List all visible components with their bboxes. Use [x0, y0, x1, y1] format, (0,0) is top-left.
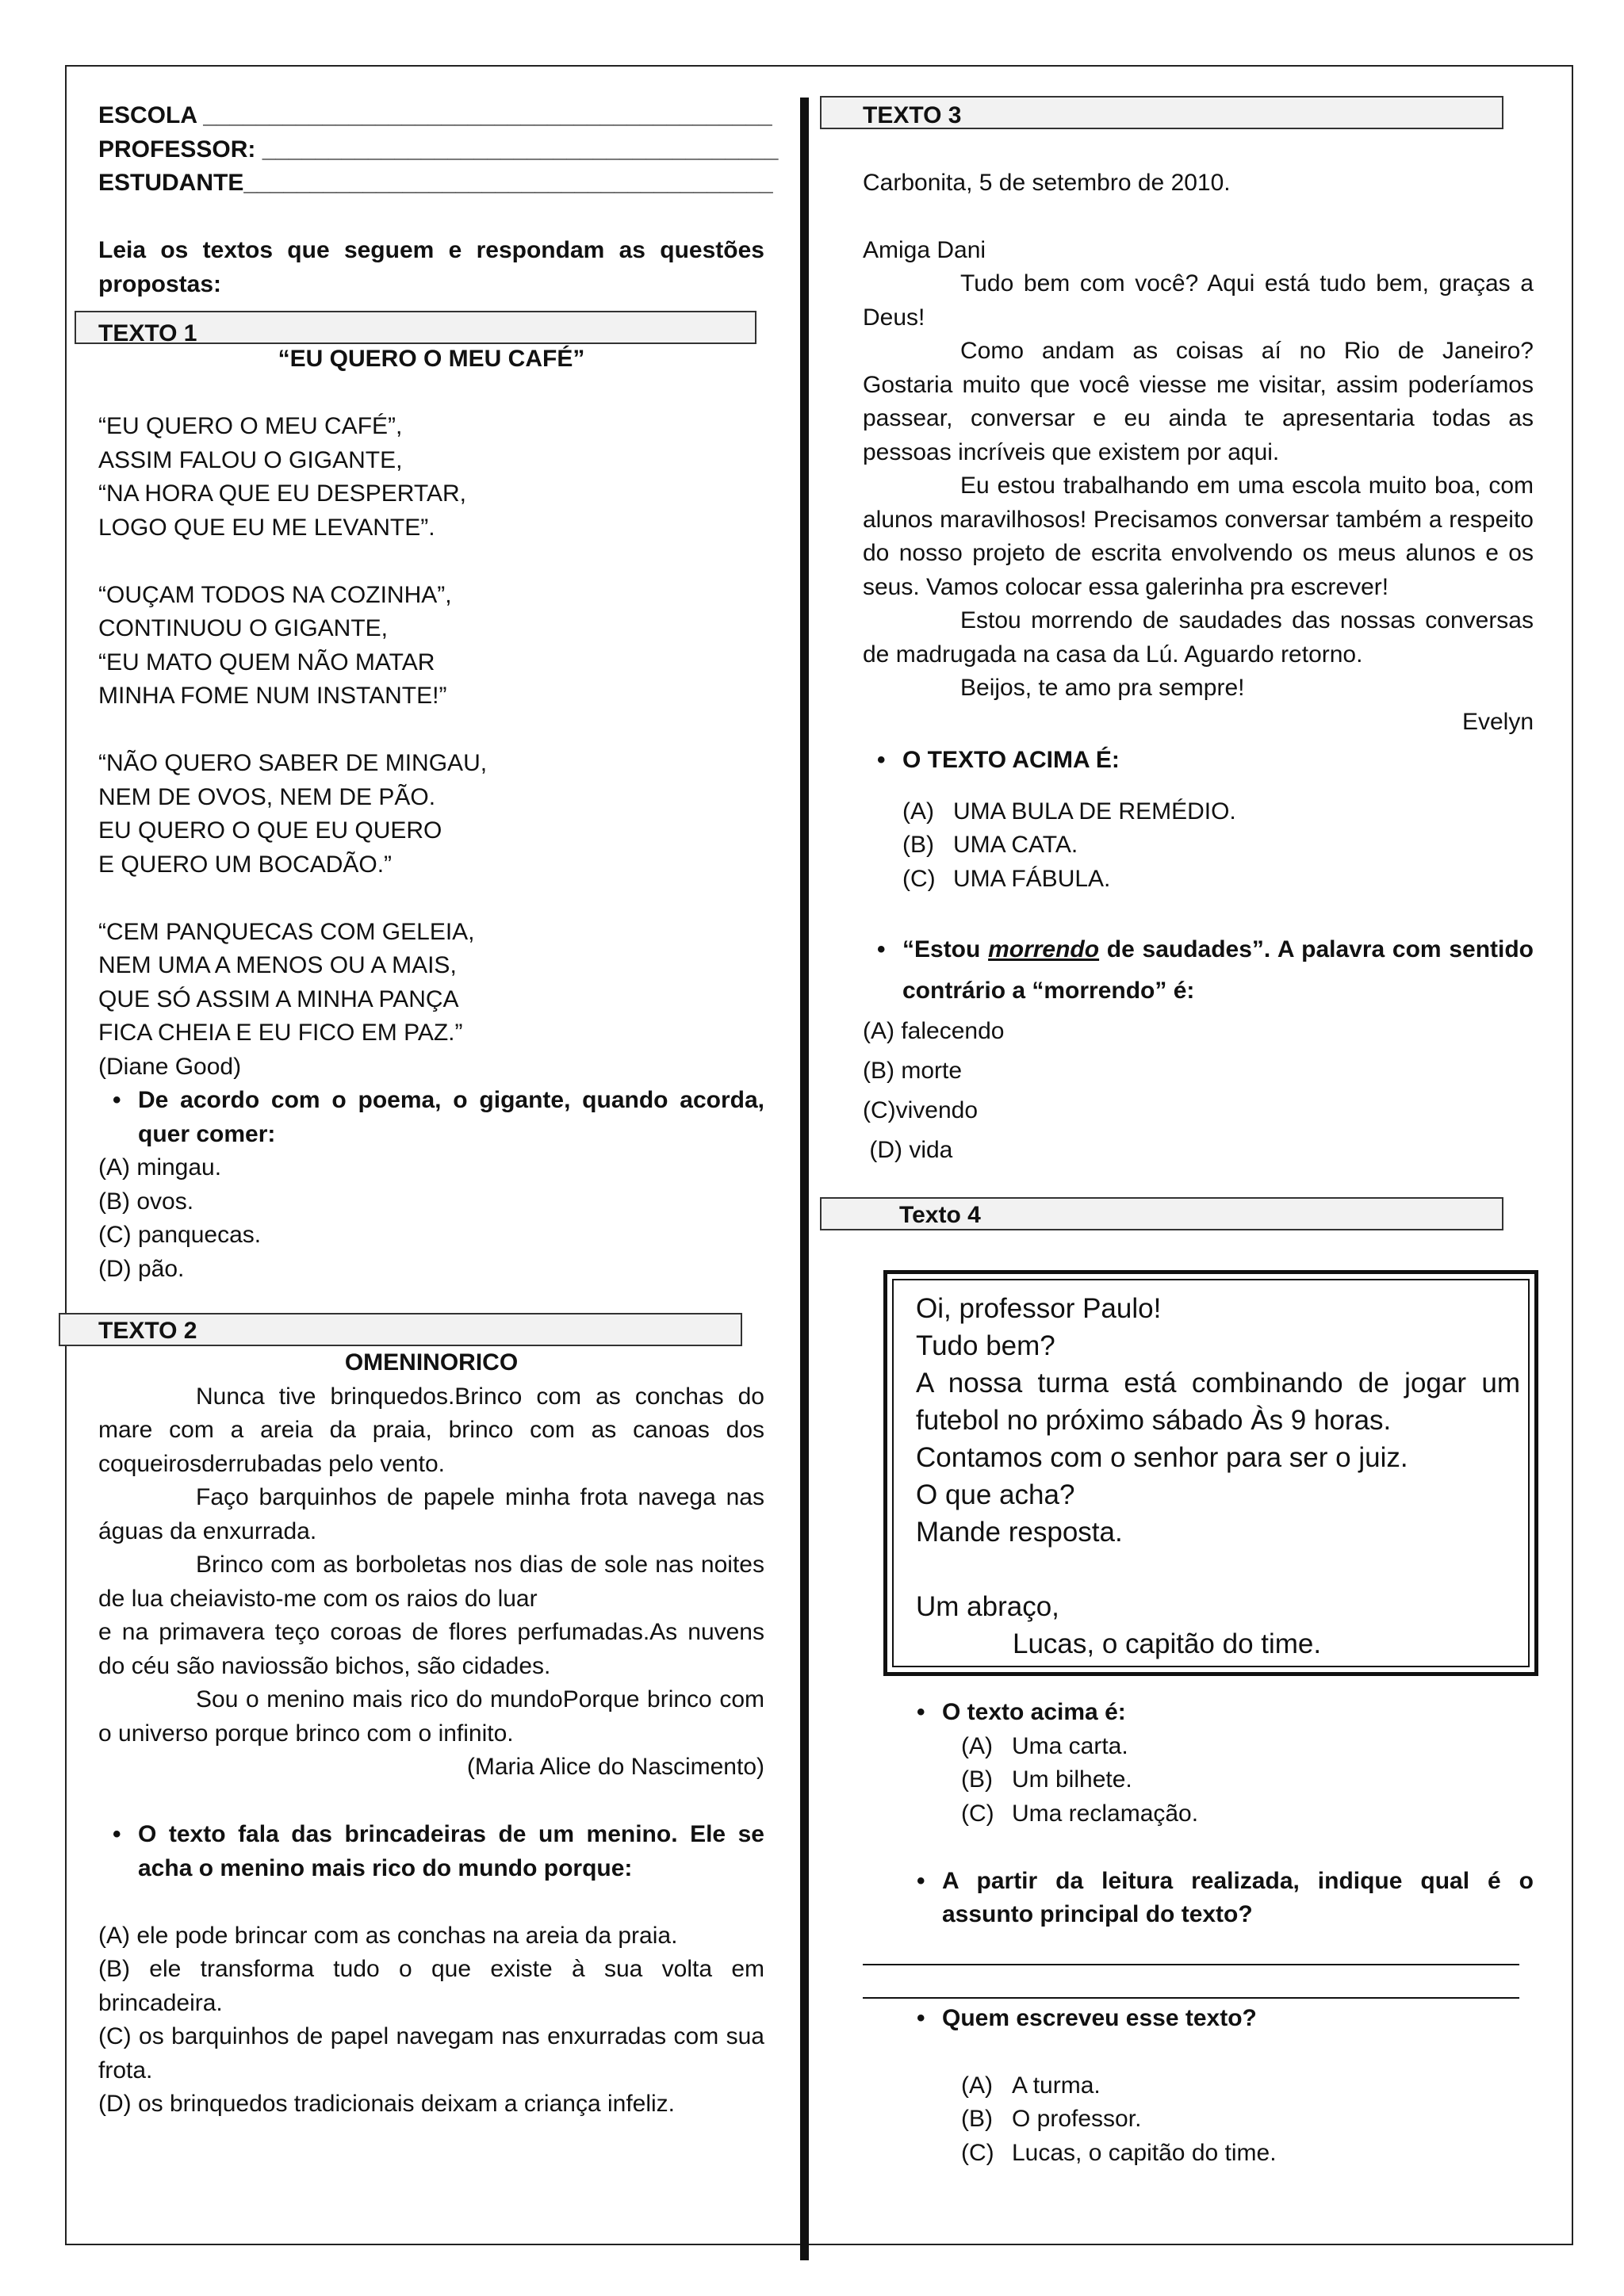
texto3-label-box [863, 99, 1534, 132]
letter-paragraph: Eu estou trabalhando em uma escola muito boa, com alunos maravilhosos! Precisamos conversar também a respeito do nosso projeto de escrita envolvendo os meus alunos e os seus. Vamos colocar essa galerinha pra escrever! [863, 473, 1534, 600]
note-box [883, 1270, 1538, 1676]
option: (A) mingau. [98, 1154, 222, 1181]
poem-line: ASSIM FALOU O GIGANTE, [98, 446, 403, 473]
texto3-question-1: • O TEXTO ACIMA É: [863, 744, 1534, 778]
note-line: O que acha? [916, 1479, 1075, 1510]
texto4-question-list-2 [863, 1865, 1534, 1932]
texto4-question-1: • O texto acima é: [902, 1696, 1534, 1730]
poem-line: “NÃO QUERO SABER DE MINGAU, [98, 750, 488, 776]
letter-paragraph: Tudo bem com você? Aqui está tudo bem, graças a Deus! [863, 270, 1534, 331]
texto3-options-1 [863, 795, 1534, 897]
texto2-label: TEXTO 2 [98, 1318, 197, 1344]
texto2-paragraph: Sou o menino mais rico do mundoPorque brinco com o universo porque brinco com o infinito. [98, 1686, 764, 1747]
poem-stanza [98, 747, 764, 882]
letter-paragraph: Beijos, te amo pra sempre! [960, 675, 1245, 701]
poem-line: FICA CHEIA E EU FICO EM PAZ.” [98, 1020, 463, 1046]
poem-line: MINHA FOME NUM INSTANTE!” [98, 683, 447, 709]
poem-line: “OUÇAM TODOS NA COZINHA”, [98, 581, 452, 608]
poem-stanza [98, 410, 764, 545]
option: (C) Lucas, o capitão do time. [961, 2139, 1277, 2166]
texto1-author: (Diane Good) [98, 1053, 242, 1080]
option: (A) falecendo [863, 1018, 1005, 1044]
texto2-paragraph: e na primavera teço coroas de flores perfumadas.As nuvens do céu são naviossão bichos, são cidades. [98, 1619, 764, 1679]
texto4-question-3: • Quem escreveu esse texto? [902, 2002, 1534, 2036]
note-line: Oi, professor Paulo! [916, 1293, 1162, 1324]
option: (B) ovos. [98, 1188, 194, 1215]
option: (B) ele transforma tudo o que existe à sua volta em brincadeira. [98, 1956, 764, 2016]
note-body: A nossa turma está combinando de jogar um futebol no próximo sábado Às 9 horas. [916, 1368, 1520, 1436]
texto4-label-box [863, 1170, 1534, 1234]
poem-line: NEM DE OVOS, NEM DE PÃO. [98, 783, 436, 810]
texto1-label: TEXTO 1 [98, 320, 197, 346]
note-line: Tudo bem? [916, 1330, 1055, 1361]
note-line: Mande resposta. [916, 1517, 1123, 1548]
option: (C) UMA FÁBULA. [902, 865, 1111, 892]
option: (A) Uma carta. [961, 1732, 1128, 1759]
option: (C) os barquinhos de papel navegam nas enxurradas com sua frota. [98, 2023, 764, 2084]
answer-line[interactable] [863, 1965, 1519, 1999]
option: (A) UMA BULA DE REMÉDIO. [902, 798, 1236, 825]
instructions: Leia os textos que seguem e respondam as questões propostas: [98, 237, 764, 297]
poem-line: QUE SÓ ASSIM A MINHA PANÇA [98, 985, 459, 1012]
letter-signature: Evelyn [1461, 708, 1534, 735]
option: (D) vida [863, 1137, 953, 1163]
option: (A) ele pode brincar com as conchas na areia da praia. [98, 1922, 678, 1949]
texto2-paragraph: Nunca tive brinquedos.Brinco com as conchas do mare com a areia da praia, brinco com as canoas dos coqueirosderrubadas pelo vento. [98, 1383, 764, 1477]
option: (A) A turma. [961, 2072, 1101, 2099]
option: (C) panquecas. [98, 1222, 262, 1248]
texto4-label: Texto 4 [899, 1202, 981, 1228]
texto4-question-list [863, 1696, 1534, 1730]
option: (B) UMA CATA. [902, 832, 1078, 858]
poem-stanza [98, 579, 764, 714]
option: (C) Uma reclamação. [961, 1800, 1199, 1827]
poem-line: “EU MATO QUEM NÃO MATAR [98, 649, 435, 675]
option: (D) pão. [98, 1255, 185, 1282]
poem-line: E QUERO UM BOCADÃO.” [98, 851, 393, 878]
texto3-label: TEXTO 3 [863, 102, 962, 128]
option: (B) morte [863, 1058, 963, 1084]
professor-field: PROFESSOR: _______________________________________ [98, 136, 779, 163]
texto3-question-2: • “Estou morrendo de saudades”. A palavra com sentido contrário a “morrendo” é: [863, 929, 1534, 1012]
note-signature: Lucas, o capitão do time. [1013, 1628, 1322, 1659]
texto4-questions [863, 1696, 1534, 2170]
texto2-paragraph: Brinco com as borboletas nos dias de sole nas noites de lua cheiavisto-me com os raios do luar [98, 1552, 764, 1612]
poem-line: CONTINUOU O GIGANTE, [98, 615, 389, 641]
poem-line: “CEM PANQUECAS COM GELEIA, [98, 918, 475, 945]
column-divider [800, 98, 809, 2260]
right-column [863, 99, 1534, 1234]
estudante-field: ESTUDANTE________________________________________ [98, 170, 773, 196]
option: (C)vivendo [863, 1097, 979, 1123]
poem-line: LOGO QUE EU ME LEVANTE”. [98, 514, 435, 541]
poem-stanza [98, 916, 764, 1050]
texto2-label-box [98, 1286, 764, 1346]
texto4-question-2: • A partir da leitura realizada, indique qual é o assunto principal do texto? [902, 1865, 1534, 1932]
option: (B) Um bilhete. [961, 1766, 1132, 1793]
note-line: Contamos com o senhor para ser o juiz. [916, 1442, 1408, 1473]
texto4-question-list-3 [863, 2002, 1534, 2036]
texto2-question: • O texto fala das brincadeiras de um menino. Ele se acha o menino mais rico do mundo porque: [98, 1818, 764, 1885]
note-closing: Um abraço, [916, 1591, 1059, 1622]
poem-line: “EU QUERO O MEU CAFÉ”, [98, 413, 403, 439]
texto2-question-list [98, 1818, 764, 1885]
letter-greeting: Amiga Dani [863, 236, 986, 263]
texto1-label-box [98, 301, 764, 346]
left-column [98, 99, 779, 2122]
texto2-paragraph: Faço barquinhos de papele minha frota navega nas águas da enxurrada. [98, 1484, 764, 1544]
letter-paragraph: Como andam as coisas aí no Rio de Janeiro? Gostaria muito que você viesse me visitar, assim poderíamos passear, conversar e eu ainda te apresentaria todas as pessoas incríveis que existem por aqui. [863, 338, 1534, 465]
poem-line: “NA HORA QUE EU DESPERTAR, [98, 480, 466, 507]
letter-date: Carbonita, 5 de setembro de 2010. [863, 169, 1231, 196]
texto1-question-list [98, 1084, 764, 1151]
option: (D) os brinquedos tradicionais deixam a criança infeliz. [98, 2091, 676, 2117]
texto1-title: “EU QUERO O MEU CAFÉ” [278, 346, 585, 372]
texto1-question: • De acordo com o poema, o gigante, quando acorda, quer comer: [98, 1084, 764, 1151]
texto2-title: OMENINORICO [344, 1349, 519, 1376]
letter-paragraph: Estou morrendo de saudades das nossas conversas de madrugada na casa da Lú. Aguardo retorno. [863, 607, 1534, 668]
option: (B) O professor. [961, 2106, 1142, 2132]
texto2-author: (Maria Alice do Nascimento) [466, 1754, 764, 1780]
poem-line: NEM UMA A MENOS OU A MAIS, [98, 952, 457, 978]
texto3-question-list-2 [863, 929, 1534, 1012]
escola-field: ESCOLA ___________________________________________ [98, 102, 772, 128]
texto3-question-list [863, 744, 1534, 778]
answer-line[interactable] [863, 1932, 1519, 1965]
poem-line: EU QUERO O QUE EU QUERO [98, 817, 442, 844]
